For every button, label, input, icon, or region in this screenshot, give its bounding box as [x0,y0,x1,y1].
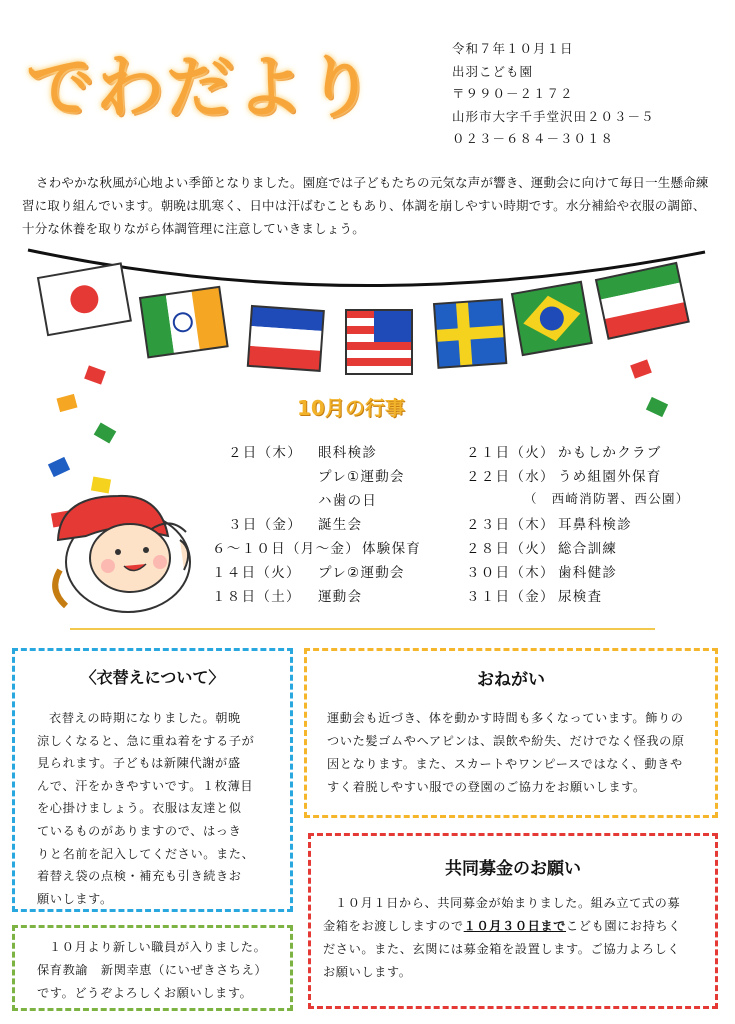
deadline-highlight: １０月３０日まで [463,919,566,933]
event-date: ２３日（木） [466,517,555,533]
event-name: 眼科検診 [318,445,378,461]
text-line: お願いします。 [323,965,412,979]
event-date: ２日（木） [228,445,302,461]
clothing-change-body [37,707,277,910]
event-name: ハ歯の日 [318,493,378,509]
sweden-flag-icon [434,299,506,368]
new-staff-notice [12,925,293,1011]
community-chest-title: 共同募金のお願い [445,859,581,879]
event-date: ６～１０日（月～金） [212,541,360,557]
postal-code: 〒９９０－２１７２ [452,86,574,101]
text-line: を心掛けましょう。衣服は友達と似 [37,801,242,816]
phone-number: ０２３－６８４－３０１８ [452,131,615,146]
new-staff-body [37,936,287,1005]
brazil-flag-icon [512,282,592,355]
event-name: 運動会 [318,589,363,605]
text-line: 保育教諭 新関幸恵（にいぜきさちえ） [37,963,268,977]
request-notice [304,648,718,818]
text-span: 金箱をお渡ししますので [323,919,464,933]
event-date: １４日（火） [212,565,301,581]
text-line: りと名前を記入してください。また、 [37,846,255,861]
event-name: 耳鼻科検診 [558,517,632,533]
japan-flag-icon [38,263,131,335]
italy-flag-icon [596,263,689,339]
text-line: 衣替えの時期になりました。朝晩 [49,711,241,725]
text-line: 着替え袋の点検・補充も引き続きお [37,869,242,884]
event-name: プレ①運動会 [318,469,405,485]
section-divider [70,628,655,630]
text-line: ついた髪ゴムやヘアピンは、誤飲や紛失、だけでなく怪我の原 [327,734,685,748]
event-date: ２１日（火） [466,445,555,461]
text-line: ているものがありますので、はっき [37,823,242,838]
clothing-change-title: 〈衣替えについて〉 [80,668,225,687]
child-character-illustration [55,496,190,612]
text-line: 運動会も近づき、体を動かす時間も多くなっています。飾りの [327,711,684,725]
text-line: んで、汗をかきやすいです。１枚薄目 [37,778,254,793]
community-chest-body [323,892,713,984]
event-name: 尿検査 [558,589,603,605]
contact-block [452,38,655,151]
request-body [327,707,707,799]
issue-date: 令和７年１０月１日 [452,41,574,56]
text-line: 見られます。子どもは新陳代謝が盛 [37,756,241,771]
request-title: おねがい [477,670,545,690]
text-line: １０月１日から、共同募金が始まりました。組み立て式の募 [335,896,681,910]
france-flag-icon [248,306,324,371]
text-line: すく着脱しやすい服での登園のご協力をお願いします。 [327,780,646,794]
india-flag-icon [140,287,228,358]
event-name: かもしかクラブ [558,445,662,461]
community-chest-notice [308,833,718,1009]
events-heading: 10月の行事 [297,396,405,420]
text-line: です。どうぞよろしくお願いします。 [37,986,253,1000]
text-line [323,915,713,938]
event-date: ２２日（水） [466,469,555,485]
school-name: 出羽こども園 [452,63,534,79]
greeting-paragraph: さわやかな秋風が心地よい季節となりました。園庭では子どもたちの元気な声が響き、運動会に向けて毎日一生懸命練習に取り組んでいます。朝晩は肌寒く、日中は汗ばむこともあり、体調を崩しやすい時期です。水分補給や衣服の調節、十分な休養を取りながら体調管理に注意していきましょう。 [22,175,709,236]
event-date: ３０日（木） [466,565,555,581]
usa-flag-icon [346,310,412,374]
event-name: 総合訓練 [558,541,618,557]
clothing-change-notice [12,648,293,912]
event-name: うめ組園外保育 [558,469,662,485]
event-name: （ 西崎消防署、西公園） [524,491,690,506]
event-name: 歯科健診 [558,565,618,581]
text-line: 願いします。 [37,891,113,906]
event-date: ３日（金） [228,517,302,533]
address: 山形市大字千手堂沢田２０３－５ [452,108,655,124]
text-line: １０月より新しい職員が入りました。 [49,940,267,954]
event-name: 体験保育 [362,541,422,557]
text-span: こども園にお持ちく [565,919,682,933]
text-line: 因となります。また、スカートやワンピースではなく、動きや [327,757,683,771]
event-name: 誕生会 [318,517,363,533]
text-line: ださい。また、玄関には募金箱を設置します。ご協力よろしく [323,942,681,956]
text-line: 涼しくなると、急に重ね着をする子が [37,733,255,748]
newsletter-title: でわだより [26,49,377,128]
event-date: １８日（土） [212,589,301,605]
event-date: ２８日（火） [466,541,555,557]
event-date: ３１日（金） [466,589,555,605]
event-name: プレ②運動会 [318,565,405,581]
